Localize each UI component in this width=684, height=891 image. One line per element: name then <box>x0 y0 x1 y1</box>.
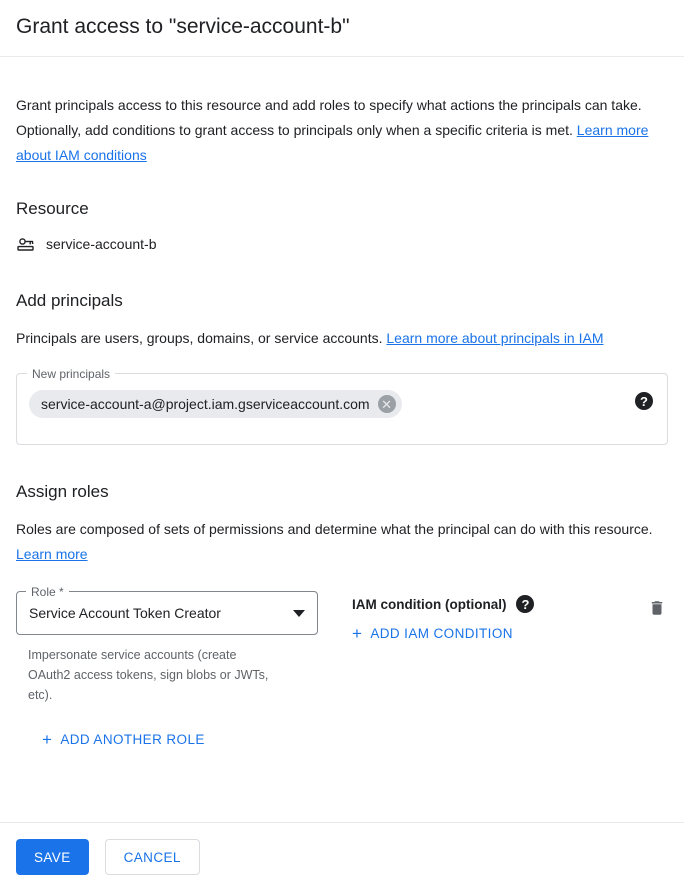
iam-condition-label: IAM condition (optional) <box>352 596 507 612</box>
role-select[interactable] <box>16 585 318 635</box>
plus-icon: + <box>42 730 53 749</box>
role-select-label: Role * <box>26 584 69 600</box>
intro-text <box>16 93 656 168</box>
resource-row <box>16 234 668 254</box>
service-account-icon <box>16 234 36 254</box>
add-iam-condition-button[interactable] <box>352 625 513 642</box>
close-circle-icon[interactable]: ✕ <box>378 395 396 413</box>
iam-condition-header <box>352 595 628 613</box>
role-binding-row <box>16 585 668 705</box>
add-another-role-label: ADD ANOTHER ROLE <box>60 732 205 747</box>
cancel-button[interactable]: CANCEL <box>105 839 200 875</box>
panel-content <box>0 57 684 750</box>
save-button[interactable]: SAVE <box>16 839 89 875</box>
panel-header <box>0 0 684 57</box>
plus-icon: + <box>352 624 363 643</box>
chevron-down-icon[interactable] <box>293 610 305 617</box>
assign-roles-description-body: Roles are composed of sets of permissions and determine what the principal can do with this resource. <box>16 521 653 537</box>
iam-condition-help-icon[interactable]: ? <box>516 595 534 613</box>
roles-learn-more-link[interactable]: Learn more <box>16 546 88 562</box>
iam-conditions-learn-more-link[interactable]: Learn more about IAM conditions <box>16 122 649 163</box>
new-principals-label: New principals <box>27 366 115 382</box>
new-principals-field[interactable] <box>16 367 668 445</box>
intro-text-body: Grant principals access to this resource and add roles to specify what actions the principals can take. Optionally, add conditions to grant access to principals only when a specific criteria is met. <box>16 97 642 138</box>
role-column <box>16 585 318 705</box>
principal-chip-label: service-account-a@project.iam.gserviceaccount.com <box>41 396 370 412</box>
role-description: Impersonate service accounts (create OAuth2 access tokens, sign blobs or JWTs, etc). <box>28 648 269 702</box>
new-principals-help-icon[interactable]: ? <box>635 392 653 410</box>
add-another-role-button[interactable] <box>42 731 205 748</box>
add-iam-condition-label: ADD IAM CONDITION <box>370 626 513 641</box>
role-select-value: Service Account Token Creator <box>29 605 221 621</box>
assign-roles-description <box>16 517 656 567</box>
delete-role-column <box>628 591 668 619</box>
add-principals-description <box>16 326 656 351</box>
trash-icon[interactable] <box>646 597 668 619</box>
page-title: Grant access to "service-account-b" <box>16 15 350 38</box>
principal-chip[interactable] <box>29 390 402 418</box>
add-principals-heading: Add principals <box>16 291 123 310</box>
panel-footer <box>0 822 684 891</box>
assign-roles-heading: Assign roles <box>16 482 109 501</box>
resource-heading: Resource <box>16 199 89 218</box>
principals-learn-more-link[interactable]: Learn more about principals in IAM <box>386 330 604 346</box>
iam-condition-column <box>352 591 628 644</box>
add-principals-description-body: Principals are users, groups, domains, or service accounts. <box>16 330 387 346</box>
resource-name: service-account-b <box>46 236 157 252</box>
